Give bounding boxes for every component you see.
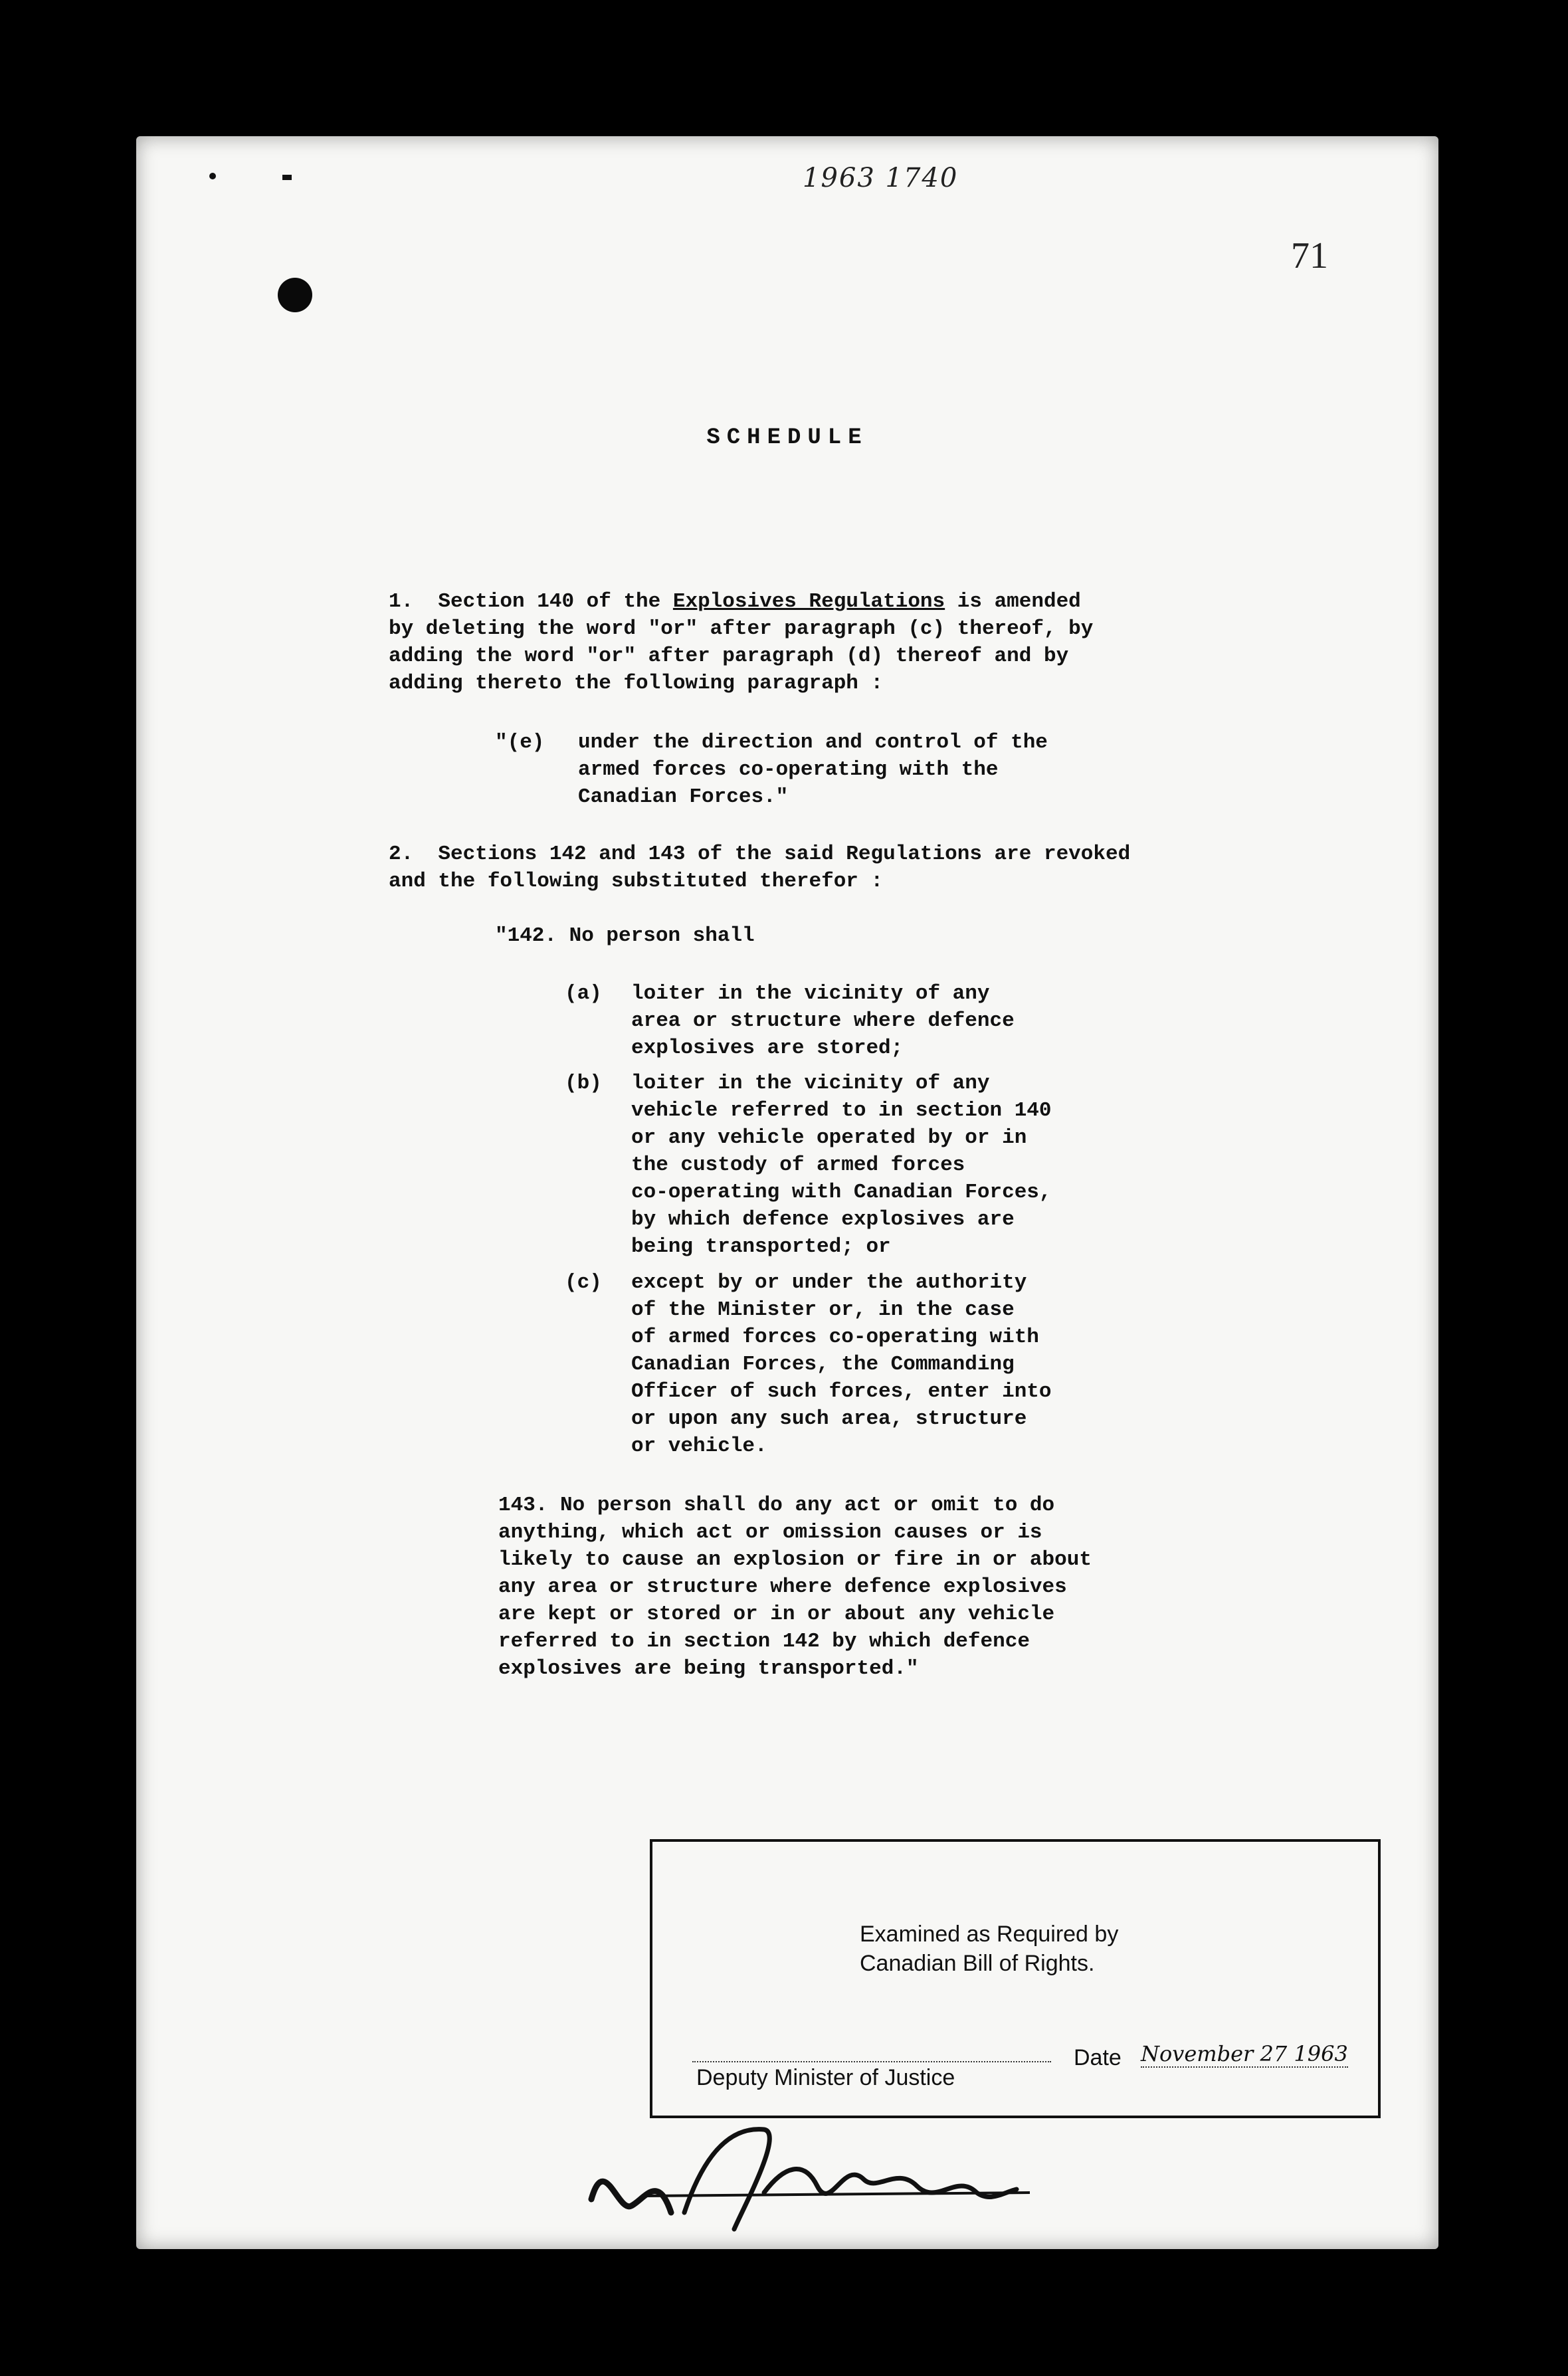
s142-c-line: of the Minister or, in the case bbox=[631, 1298, 1015, 1322]
punch-hole bbox=[278, 278, 312, 312]
para2-line1: 2. Sections 142 and 143 of the said Regulations are revoked bbox=[389, 842, 1131, 866]
s143-line: anything, which act or omission causes or is bbox=[498, 1521, 1042, 1544]
s142-c-line: except by or under the authority bbox=[631, 1271, 1027, 1294]
signature-mark bbox=[565, 2113, 1070, 2246]
para-e-label: "(e) bbox=[495, 731, 545, 754]
s142-c-line: of armed forces co-operating with bbox=[631, 1326, 1039, 1349]
s142-c-label: (c) bbox=[565, 1271, 602, 1294]
s143-line: any area or structure where defence explosives bbox=[498, 1575, 1067, 1599]
s142-c-line: Officer of such forces, enter into bbox=[631, 1380, 1052, 1403]
s142-c-line: or vehicle. bbox=[631, 1435, 767, 1458]
s142-b-line: vehicle referred to in section 140 bbox=[631, 1099, 1052, 1122]
s142-a-line: explosives are stored; bbox=[631, 1037, 904, 1060]
para-e-line2: armed forces co-operating with the bbox=[578, 758, 999, 781]
s142-b-line: by which defence explosives are bbox=[631, 1208, 1015, 1231]
page-number: 71 bbox=[1291, 235, 1328, 276]
s142-intro: "142. No person shall bbox=[495, 924, 755, 947]
bill-of-rights-stamp bbox=[650, 1839, 1381, 2118]
s142-b-line: co-operating with Canadian Forces, bbox=[631, 1181, 1052, 1204]
s143-line: explosives are being transported." bbox=[498, 1657, 919, 1680]
signature-caption: Deputy Minister of Justice bbox=[696, 2065, 955, 2090]
s142-b-line: or any vehicle operated by or in bbox=[631, 1126, 1027, 1149]
s142-b-label: (b) bbox=[565, 1072, 602, 1095]
s142-b-line: loiter in the vicinity of any bbox=[631, 1072, 990, 1095]
s143-line: likely to cause an explosion or fire in or about bbox=[498, 1548, 1092, 1571]
signature-line bbox=[692, 2061, 1051, 2062]
s142-c-line: or upon any such area, structure bbox=[631, 1407, 1027, 1431]
date-value: November 27 1963 bbox=[1141, 2041, 1348, 2066]
stamp-line1: Examined as Required by bbox=[860, 1922, 1119, 1947]
date-label: Date bbox=[1074, 2045, 1122, 2070]
para1-line3: adding the word "or" after paragraph (d) thereof and by bbox=[389, 644, 1069, 668]
para-e-line3: Canadian Forces." bbox=[578, 785, 789, 809]
s142-a-line: loiter in the vicinity of any bbox=[631, 982, 990, 1005]
s142-c-line: Canadian Forces, the Commanding bbox=[631, 1353, 1015, 1376]
para1-line1: 1. Section 140 of the Explosives Regulations is amended bbox=[389, 590, 1081, 613]
s143-line: 143. No person shall do any act or omit to do bbox=[498, 1494, 1055, 1517]
s142-a-label: (a) bbox=[565, 982, 602, 1005]
para1-line4: adding thereto the following paragraph : bbox=[389, 672, 884, 695]
s142-b-line: being transported; or bbox=[631, 1235, 891, 1258]
margin-dash bbox=[282, 175, 292, 180]
regulations-title: Explosives Regulations bbox=[672, 590, 945, 613]
s143-line: referred to in section 142 by which defence bbox=[498, 1630, 1030, 1653]
para-e-line1: under the direction and control of the bbox=[578, 731, 1048, 754]
s142-b-line: the custody of armed forces bbox=[631, 1153, 965, 1177]
stamp-line2: Canadian Bill of Rights. bbox=[860, 1951, 1095, 1976]
schedule-heading: SCHEDULE bbox=[706, 425, 868, 450]
para2-line2: and the following substituted therefor : bbox=[389, 870, 884, 893]
s143-line: are kept or stored or in or about any vehicle bbox=[498, 1603, 1055, 1626]
margin-dot bbox=[209, 173, 216, 179]
handwritten-file-number: 1963 1740 bbox=[803, 163, 959, 193]
para1-line2: by deleting the word "or" after paragraph (c) thereof, by bbox=[389, 617, 1094, 641]
document-page bbox=[136, 136, 1438, 2249]
s142-a-line: area or structure where defence bbox=[631, 1009, 1015, 1033]
